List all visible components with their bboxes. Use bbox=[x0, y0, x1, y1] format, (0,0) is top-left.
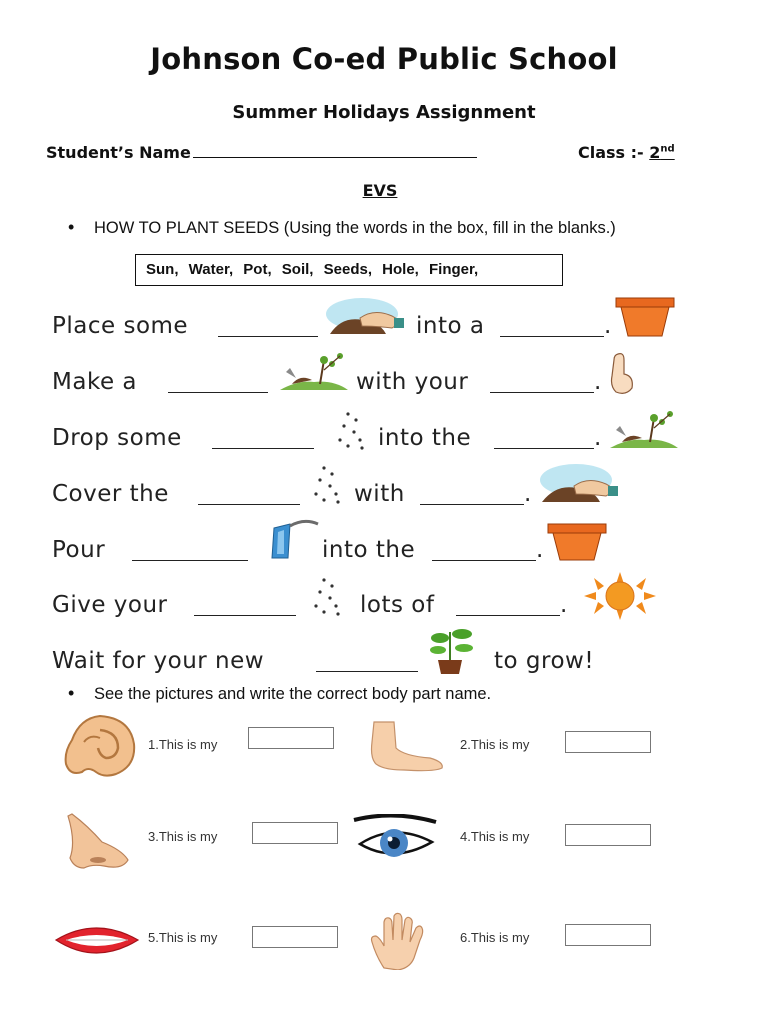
line-2-start: Make a bbox=[52, 369, 137, 395]
foot-icon bbox=[364, 718, 448, 774]
line-6-blank-2[interactable] bbox=[456, 615, 560, 616]
line-3-blank-2[interactable] bbox=[494, 448, 594, 449]
class-suffix: nd bbox=[660, 143, 675, 155]
body-part-label-1: 1.This is my bbox=[148, 737, 218, 752]
plant-seeds-instruction: HOW TO PLANT SEEDS (Using the words in the box, fill in the blanks.) bbox=[94, 219, 616, 237]
class-value bbox=[649, 143, 674, 162]
school-name: Johnson Co-ed Public School bbox=[150, 42, 618, 76]
body-part-label-3: 3.This is my bbox=[148, 829, 218, 844]
body-part-answer-5[interactable] bbox=[252, 926, 338, 948]
seeds-icon bbox=[334, 410, 370, 452]
potted-plant-icon bbox=[422, 624, 480, 676]
line-5-blank-1[interactable] bbox=[132, 560, 248, 561]
line-3-start: Drop some bbox=[52, 425, 182, 451]
student-name-label: Student’s Name bbox=[46, 143, 191, 162]
body-part-label-6: 6.This is my bbox=[460, 930, 530, 945]
sun-icon bbox=[584, 572, 656, 620]
assignment-title: Summer Holidays Assignment bbox=[232, 102, 536, 123]
seedling-tools-icon bbox=[278, 350, 350, 394]
line-4-blank-1[interactable] bbox=[198, 504, 300, 505]
body-part-label-4: 4.This is my bbox=[460, 829, 530, 844]
line-3-end: . bbox=[594, 425, 602, 451]
line-1-start: Place some bbox=[52, 313, 189, 339]
line-7-start: Wait for your new bbox=[52, 648, 265, 674]
ear-icon bbox=[60, 712, 140, 782]
line-4-middle: with bbox=[354, 481, 405, 507]
word-box: Sun, Water, Pot, Soil, Seeds, Hole, Finger, bbox=[135, 254, 563, 286]
eye-icon bbox=[350, 814, 440, 864]
class-row bbox=[578, 143, 675, 162]
line-5-end: . bbox=[536, 537, 544, 563]
line-6-middle: lots of bbox=[360, 592, 435, 618]
body-parts-instruction: See the pictures and write the correct body part name. bbox=[94, 685, 492, 703]
line-2-middle: with your bbox=[356, 369, 469, 395]
flower-pot-icon bbox=[546, 522, 608, 562]
seedling-tools-icon bbox=[608, 406, 680, 452]
soil-hand-icon bbox=[536, 462, 622, 506]
body-part-answer-3[interactable] bbox=[252, 822, 338, 844]
soil-hand-icon bbox=[322, 296, 408, 340]
body-part-answer-1[interactable] bbox=[248, 727, 334, 749]
seeds-icon bbox=[310, 576, 346, 618]
line-2-end: . bbox=[594, 369, 602, 395]
line-1-end: . bbox=[604, 313, 612, 339]
line-3-middle: into the bbox=[378, 425, 472, 451]
mouth-icon bbox=[52, 920, 142, 964]
body-part-answer-2[interactable] bbox=[565, 731, 651, 753]
flower-pot-icon bbox=[614, 296, 676, 338]
line-4-start: Cover the bbox=[52, 481, 169, 507]
line-7-blank-1[interactable] bbox=[316, 671, 418, 672]
line-6-blank-1[interactable] bbox=[194, 615, 296, 616]
class-number: 2 bbox=[649, 143, 661, 162]
line-5-middle: into the bbox=[322, 537, 416, 563]
student-name-row bbox=[46, 143, 477, 162]
bullet-body-parts bbox=[70, 685, 491, 704]
bullet-plant-seeds bbox=[70, 219, 616, 238]
watering-can-icon bbox=[264, 518, 324, 562]
nose-icon bbox=[62, 812, 134, 872]
student-name-blank[interactable] bbox=[193, 143, 477, 158]
line-1-blank-2[interactable] bbox=[500, 336, 604, 337]
line-1-middle: into a bbox=[416, 313, 485, 339]
line-1-blank-1[interactable] bbox=[218, 336, 318, 337]
line-6-end: . bbox=[560, 592, 568, 618]
line-6-start: Give your bbox=[52, 592, 168, 618]
line-2-blank-2[interactable] bbox=[490, 392, 594, 393]
seeds-icon bbox=[310, 464, 346, 506]
hand-icon bbox=[368, 912, 434, 970]
body-part-label-2: 2.This is my bbox=[460, 737, 530, 752]
line-4-end: . bbox=[524, 481, 532, 507]
line-5-blank-2[interactable] bbox=[432, 560, 536, 561]
subject-heading: EVS bbox=[362, 181, 398, 200]
line-2-blank-1[interactable] bbox=[168, 392, 268, 393]
finger-icon bbox=[604, 350, 640, 398]
class-label: Class :- bbox=[578, 143, 644, 162]
line-4-blank-2[interactable] bbox=[420, 504, 524, 505]
body-part-label-5: 5.This is my bbox=[148, 930, 218, 945]
line-3-blank-1[interactable] bbox=[212, 448, 314, 449]
body-part-answer-6[interactable] bbox=[565, 924, 651, 946]
line-5-start: Pour bbox=[52, 537, 106, 563]
line-7-end: to grow! bbox=[494, 648, 595, 674]
body-part-answer-4[interactable] bbox=[565, 824, 651, 846]
